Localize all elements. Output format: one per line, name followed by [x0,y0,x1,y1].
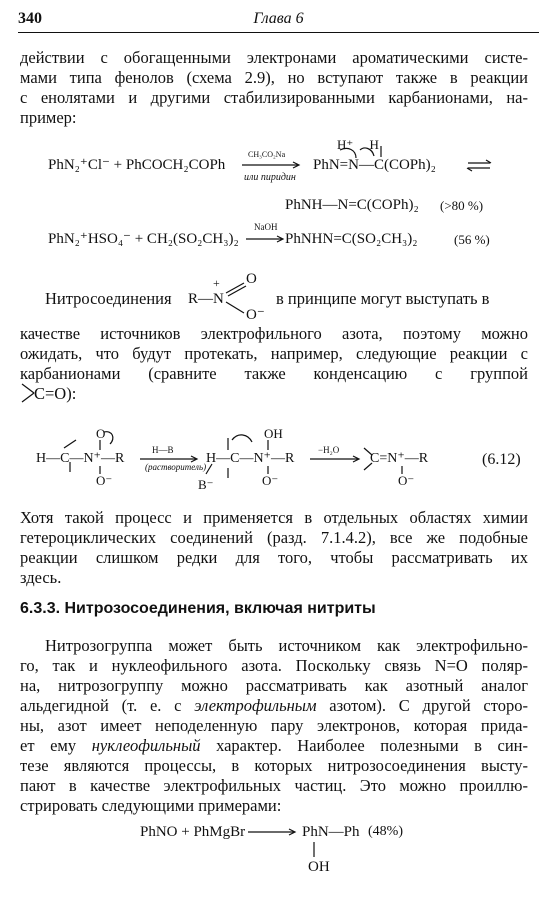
italic-term: нуклеофильный [91,736,201,755]
reaction2-yield: (56 %) [454,232,490,247]
reaction1-reactants: PhN₂⁺Cl⁻ + PhCOCH₂COPh [48,157,226,173]
text-span: альдегидной (т. е. с [20,696,195,715]
reaction1-solvent: или пиридин [244,172,296,183]
text-line: действии с обогащенными электронами ароматическими систе- [20,48,528,67]
eq612-product-o-bottom: O⁻ [398,473,415,488]
text-line: здесь. [20,568,62,587]
eq612-c-bond-up [64,440,76,448]
section-heading: 6.3.3. Нитрозосоединения, включая нитриты [20,600,376,617]
nitro-sentence-start: Нитросоединения [45,289,172,308]
text-line: мами типа фенолов (схема 2.9), но вступают также в реакции [20,68,528,87]
eq612-prod-bond-up [364,448,372,455]
eq612-reactant-o-bottom: O⁻ [96,473,113,488]
eq612-reactant: H—C—N⁺—R [36,451,125,466]
eq612-arrow2-reagent: −H₂O [318,445,340,455]
text-span: характер. Наиболее полезными в син- [200,736,528,755]
reaction3-reactants: PhNO + PhMgBr [140,824,246,840]
reaction2-product: PhNHN=C(SO₂CH₃)₂ [285,231,418,247]
text-line: Хотя такой процесс и применяется в отдельных областях химии [20,508,528,527]
eq612-arrow1-reagent: H—B [152,445,174,455]
nitro-formula-plus: + [213,276,220,290]
eq612-reactant-o-top: O [96,426,106,441]
text-line: карбанионами (сравните также конденсацию с группой [20,364,528,383]
nitro-formula-o-bottom: O⁻ [246,307,265,323]
eq612-base-arrow [206,464,212,474]
text-line: ны, азот имеет неподеленную пару электронов, которая прида- [20,716,528,735]
reaction3-yield: (48%) [368,824,403,839]
text-line: го, так и нуклеофильного азота. Поскольку связь N=O поляр- [20,656,528,675]
reaction1-product: PhNH—N=C(COPh)₂ [285,197,419,213]
curved-arrow-1 [340,148,356,158]
text-line: качестве источников электрофильного азота, поэтому можно [20,324,528,343]
eq612-arrow1-solvent: (растворитель) [145,462,207,472]
eq612-intermediate: H—C—N⁺—R [206,451,295,466]
text-line: тезе являются процессы, в которых нитрозосоединения высту- [20,756,528,775]
text-line: гетероциклических соединений (разд. 7.1.4.2), все же подобные [20,528,528,547]
n-o-single-bond [226,302,244,313]
text-line: C=O): [34,384,77,403]
text-span: азотом). С другой сторо- [316,696,528,715]
text-line: пример: [20,108,77,127]
text-line: ожидать, что будут протекать, например, следующие реакции с [20,344,528,363]
carbonyl-bond-upper [22,384,34,393]
carbonyl-bond-lower [22,393,34,402]
italic-term: электрофильным [194,696,317,715]
reaction3-product-oh: OH [308,859,330,875]
page-number: 340 [18,10,42,27]
eq612-curved-arrow [104,432,113,444]
text-line: пают в качестве электрофильных частиц. Это можно проиллю- [20,776,528,795]
reaction1-yield: (>80 %) [440,198,484,213]
nitro-formula-rn: R—N [188,291,224,307]
eq612-intermediate-o-bottom: O⁻ [262,473,279,488]
reaction2-conditions: NaOH [254,222,278,232]
nitro-sentence-end: в принципе могут выступать в [276,289,490,308]
text-span: ет ему [20,736,92,755]
curved-arrow-2 [360,148,374,156]
equation-number: (6.12) [482,451,521,468]
text-line: Нитрозогруппа может быть источником как электрофильно- [45,636,528,655]
eq612-intermediate-oh: OH [264,426,283,441]
eq612-prod-bond-down [364,463,372,470]
text-line: на, нитрозогруппу можно рассматривать как азотный аналог [20,676,528,695]
eq612-base: B⁻ [198,477,214,492]
reaction1-protons: H⁺ H [337,137,379,152]
nitro-formula-o-top: O [246,271,257,287]
eq612-int-curved-arrow [232,435,252,442]
text-line: стрировать следующими примерами: [20,796,282,815]
reaction1-conditions: CH₃CO₂Na [248,150,286,159]
eq612-product: C=N⁺—R [370,451,429,466]
reaction2-reactants: PhN₂⁺HSO₄⁻ + CH₂(SO₂CH₃)₂ [48,231,239,247]
chapter-title: Глава 6 [253,10,304,27]
reaction1-intermediate: PhN=N—C(COPh)₂ [313,157,436,173]
reaction3-product: PhN—Ph [302,824,360,840]
text-line: с енолятами и другими стабилизированными карбанионами, на- [20,88,528,107]
text-line: реакции слишком редки для того, чтобы рассматривать их [20,548,528,567]
